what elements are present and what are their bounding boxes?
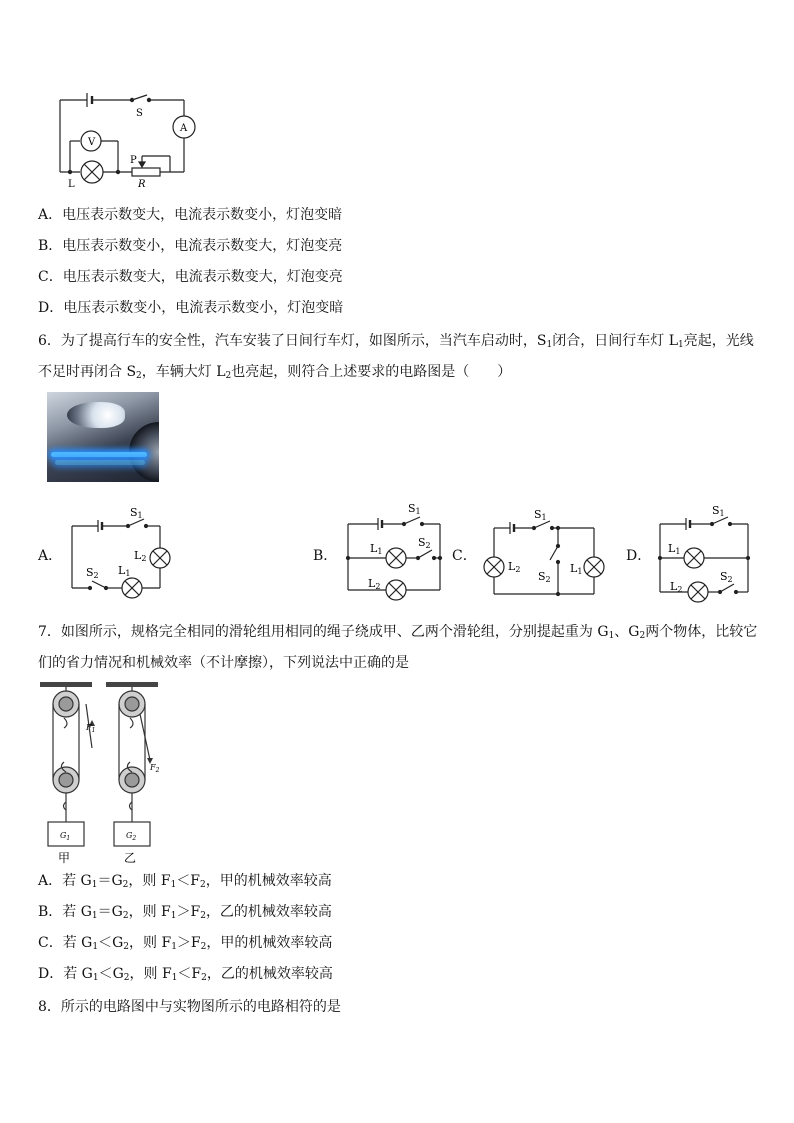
q6-option-a[interactable]: A．	[38, 548, 63, 564]
q5-option-b[interactable]: B．电压表示数变小，电流表示数变大，灯泡变亮	[38, 238, 343, 254]
svg-text:S2: S2	[720, 570, 733, 584]
q5-option-a[interactable]: A．电压表示数变大，电流表示数变小，灯泡变暗	[38, 207, 343, 223]
q8-stem: 8．所示的电路图中与实物图所示的电路相符的是	[38, 999, 341, 1015]
q7-option-d[interactable]: D．若 $G_1<G_2$，则 $F_1<F_2$，乙的机械效率较高	[38, 966, 333, 983]
q6-option-c[interactable]: C．	[452, 548, 477, 564]
svg-text:L2: L2	[368, 577, 381, 591]
ammeter-label: A	[180, 123, 188, 134]
svg-text:G1: $G_1$	[60, 831, 71, 842]
svg-text:S2: S2	[418, 536, 431, 550]
rheostat-label: R	[138, 179, 146, 188]
q5-circuit-diagram	[50, 88, 210, 188]
svg-text:L2: L2	[134, 549, 147, 563]
svg-text:F1: $F_1$	[86, 723, 96, 734]
slider-label: P	[130, 155, 137, 166]
svg-text:L1: L1	[570, 562, 583, 576]
q6-stem-line2: 不足时再闭合 $S_2$，车辆大灯 $L_2$也亮起，则符合上述要求的电路图是（ ）	[38, 364, 512, 381]
svg-text:L2: L2	[670, 580, 683, 594]
svg-text:L1: L1	[118, 564, 131, 578]
q6-circuit-a[interactable]	[64, 504, 184, 604]
voltmeter-label: V	[88, 137, 96, 148]
svg-text:G2: $G_2$	[126, 831, 137, 842]
q6-stem-line1: 6．为了提高行车的安全性，汽车安装了日间行车灯，如图所示，当汽车启动时，$S_1$闭合，日间行车灯 $L_1$亮起，光线	[38, 333, 754, 350]
svg-text:S2: S2	[538, 570, 551, 584]
q5-option-d[interactable]: D．电压表示数变小，电流表示数变小，灯泡变暗	[38, 300, 344, 316]
switch-label: S	[136, 108, 143, 119]
q7-option-c[interactable]: C．若 $G_1<G_2$，则 $F_1>F_2$，甲的机械效率较高	[38, 935, 333, 952]
svg-text:L2: L2	[508, 560, 521, 574]
q6-circuit-b[interactable]	[340, 500, 450, 604]
q6-circuit-d[interactable]	[652, 500, 762, 604]
lamp-label: L	[68, 179, 75, 188]
q6-option-d[interactable]: D．	[626, 548, 652, 564]
q7-stem-line2: 们的省力情况和机械效率（不计摩擦），下列说法中正确的是	[38, 655, 409, 671]
q7-option-b[interactable]: B．若 $G_1=G_2$，则 $F_1>F_2$，乙的机械效率较高	[38, 904, 332, 921]
svg-text:F2: $F_2$	[150, 763, 160, 774]
q7-option-a[interactable]: A．若 $G_1=G_2$，则 $F_1<F_2$，甲的机械效率较高	[38, 873, 332, 890]
car-daytime-light-photo	[47, 392, 159, 482]
q7-pulley-figure	[36, 680, 166, 866]
svg-text:S1: S1	[534, 508, 547, 522]
pulley-label-yi: 乙	[124, 851, 137, 865]
q5-option-c[interactable]: C．电压表示数变大，电流表示数变大，灯泡变亮	[38, 269, 343, 285]
svg-text:S1: S1	[408, 502, 421, 516]
pulley-label-jia: 甲	[58, 851, 71, 865]
q7-stem-line1: 7．如图所示，规格完全相同的滑轮组用相同的绳子绕成甲、乙两个滑轮组，分别提起重为 $G_1$、$G_2$两个物体，比较它	[38, 624, 758, 641]
q6-circuit-c[interactable]	[480, 504, 610, 604]
svg-text:L1: L1	[370, 542, 383, 556]
svg-text:L1: L1	[668, 542, 681, 556]
svg-text:S1: S1	[712, 504, 725, 518]
q6-option-b[interactable]: B．	[313, 548, 338, 564]
svg-text:S2: S2	[86, 566, 99, 580]
svg-text:S1: S1	[130, 506, 143, 520]
